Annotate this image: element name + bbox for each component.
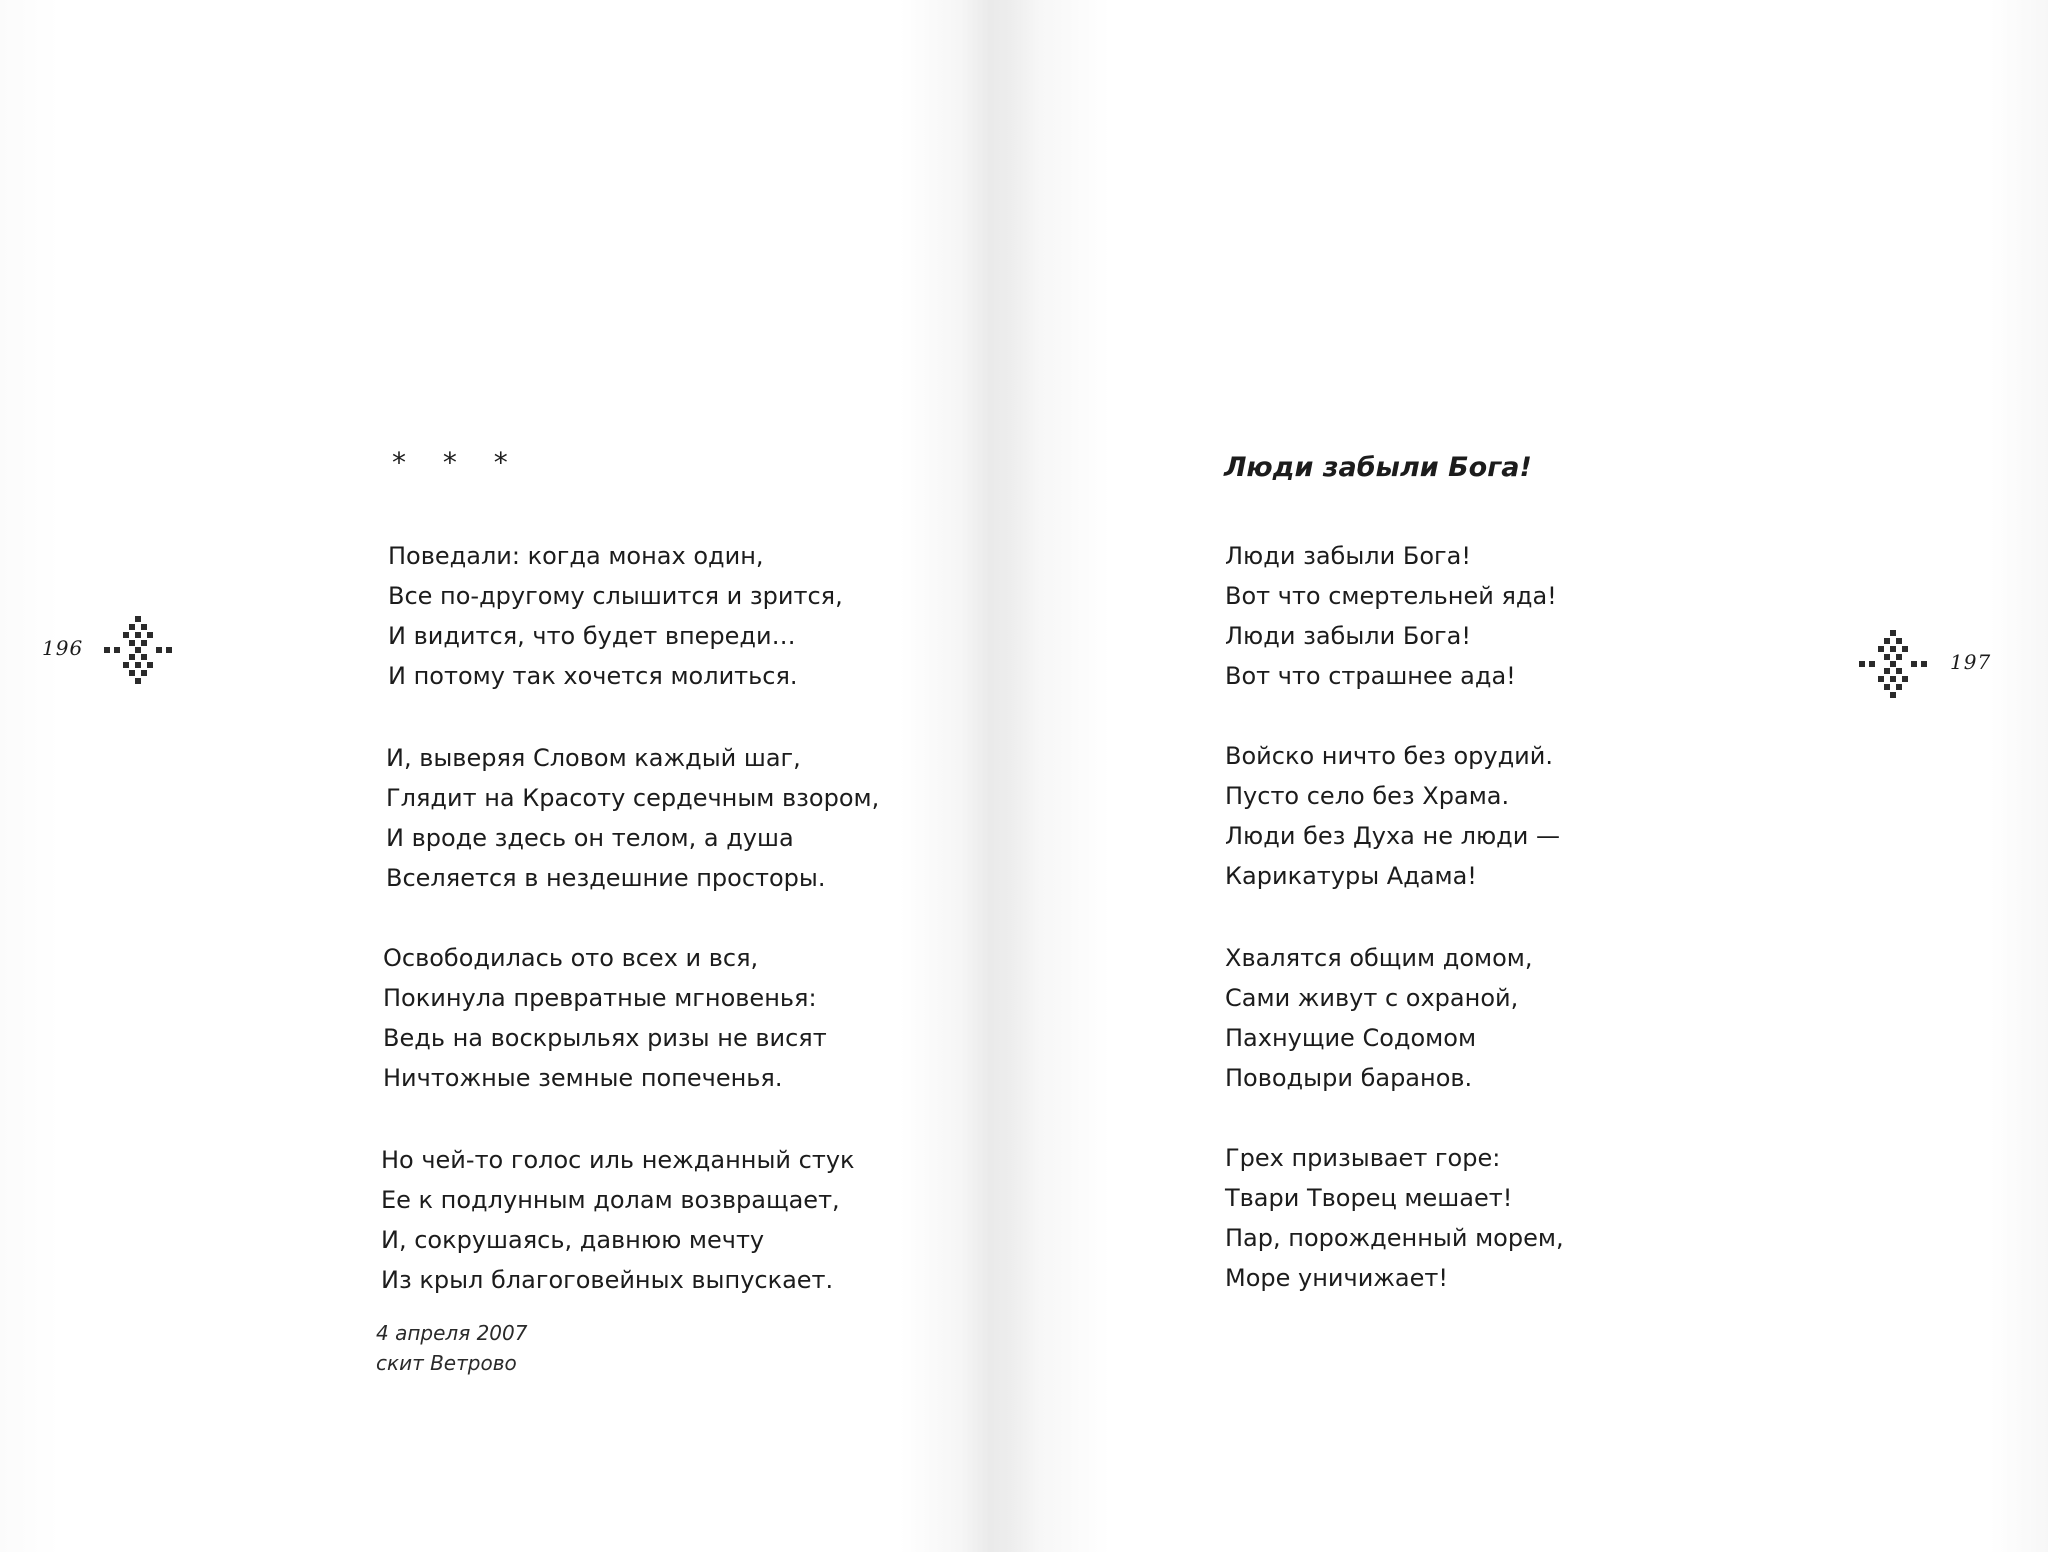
poem-line: Карикатуры Адама! [1225, 862, 1477, 890]
poem-line: Хвалятся общим домом, [1225, 944, 1533, 972]
stanza-3 [1225, 938, 1533, 1098]
stanza-1 [388, 536, 843, 696]
poem-line: Поводыри баранов. [1225, 1064, 1473, 1092]
stanza-2 [386, 738, 879, 898]
cross-stitch-ornament-icon [102, 614, 174, 686]
poem-line: Люди забыли Бога! [1225, 622, 1471, 650]
stanza-3 [383, 938, 827, 1098]
poem-line: Ничтожные земные попеченья. [383, 1064, 783, 1092]
poem-line: И потому так хочется молиться. [388, 662, 798, 690]
poem-line: Войско ничто без орудий. [1225, 742, 1554, 770]
poem-line: Люди без Духа не люди — [1225, 822, 1560, 850]
poem-line: Твари Творец мешает! [1225, 1184, 1513, 1212]
stanza-4 [381, 1140, 855, 1300]
poem-line: Вселяется в нездешние просторы. [386, 864, 826, 892]
poem-line: Сами живут с охраной, [1225, 984, 1519, 1012]
poem-date: 4 апреля 2007 [376, 1321, 528, 1345]
page-number-left: 196 [42, 636, 84, 660]
poem-line: И, сокрушаясь, давнюю мечту [381, 1226, 765, 1254]
poem-line: Море уничижает! [1225, 1264, 1448, 1292]
poem-line: Люди забыли Бога! [1225, 542, 1471, 570]
poem-line: Вот что смертельней яда! [1225, 582, 1557, 610]
poem-line: Пусто село без Храма. [1225, 782, 1510, 810]
poem-line: И вроде здесь он телом, а душа [386, 824, 794, 852]
stanza-2 [1225, 736, 1560, 896]
poem-line: И, выверяя Словом каждый шаг, [386, 744, 801, 772]
left-page [0, 0, 1010, 1552]
poem-line: Ведь на воскрыльях ризы не висят [383, 1024, 827, 1052]
poem-heading-asterisks: * * * [392, 446, 522, 479]
poem-title: Люди забыли Бога! [1224, 452, 1532, 483]
poem-line: И видится, что будет впереди… [388, 622, 796, 650]
poem-line: Покинула превратные мгновенья: [383, 984, 817, 1012]
poem-line: Поведали: когда монах один, [388, 542, 764, 570]
poem-line: Глядит на Красоту сердечным взором, [386, 784, 880, 812]
cross-stitch-ornament-icon [1857, 628, 1929, 700]
poem-line: Но чей-то голос иль нежданный стук [381, 1146, 855, 1174]
poem-line: Все по-другому слышится и зрится, [388, 582, 843, 610]
right-page [1010, 0, 2048, 1552]
poem-line: Пар, порожденный морем, [1225, 1224, 1564, 1252]
poem-place: скит Ветрово [376, 1351, 517, 1375]
page-number-right: 197 [1950, 650, 1992, 674]
poem-line: Ее к подлунным долам возвращает, [381, 1186, 840, 1214]
poem-line: Освободилась ото всех и вся, [383, 944, 759, 972]
stanza-4 [1225, 1138, 1564, 1298]
poem-signature [376, 1318, 527, 1378]
stanza-1 [1225, 536, 1557, 696]
poem-line: Грех призывает горе: [1225, 1144, 1501, 1172]
poem-line: Вот что страшнее ада! [1225, 662, 1516, 690]
poem-line: Из крыл благоговейных выпускает. [381, 1266, 834, 1294]
poem-line: Пахнущие Содомом [1225, 1024, 1477, 1052]
